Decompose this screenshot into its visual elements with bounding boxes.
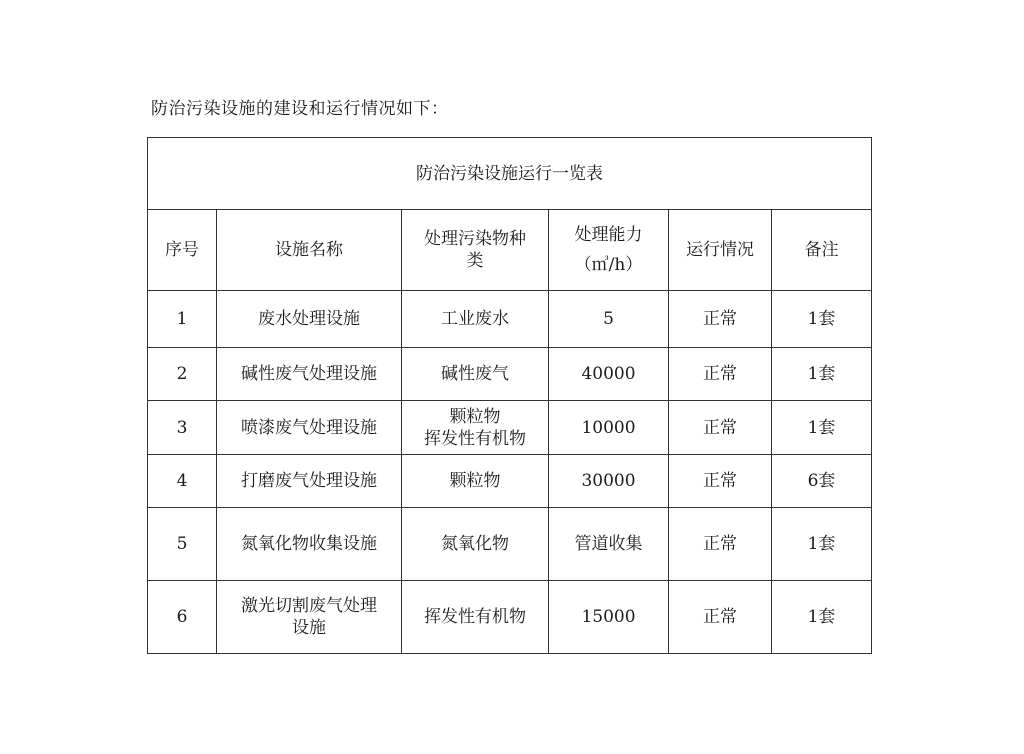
- row-remark: 6套: [772, 455, 872, 508]
- row-name: 废水处理设施: [217, 291, 402, 348]
- row-pollutant-line2: 挥发性有机物: [424, 428, 526, 449]
- row-pollutant: [402, 401, 549, 455]
- row-pollutant: 碱性废气: [402, 348, 549, 401]
- table-row: [148, 508, 872, 581]
- row-capacity: 40000: [549, 348, 669, 401]
- row-capacity: 15000: [549, 581, 669, 654]
- row-name: 打磨废气处理设施: [217, 455, 402, 508]
- row-pollutant: 颗粒物: [402, 455, 549, 508]
- header-capacity-line1: 处理能力: [574, 225, 643, 245]
- row-name-line2: 设施: [292, 618, 326, 638]
- row-status: 正常: [669, 401, 772, 455]
- table-row: [148, 455, 872, 508]
- header-capacity: [549, 210, 669, 291]
- row-pollutant-line1: 颗粒物: [449, 406, 501, 427]
- row-index: 5: [148, 508, 217, 581]
- row-status: 正常: [669, 581, 772, 654]
- row-status: 正常: [669, 348, 772, 401]
- row-index: 2: [148, 348, 217, 401]
- header-capacity-line2: （㎥/h）: [574, 255, 643, 275]
- row-remark: 1套: [772, 401, 872, 455]
- row-index: 3: [148, 401, 217, 455]
- intro-text: 防治污染设施的建设和运行情况如下：: [151, 99, 449, 119]
- row-index: 4: [148, 455, 217, 508]
- row-capacity: 30000: [549, 455, 669, 508]
- table-header-row: [148, 210, 872, 291]
- header-pollutant-line1: 处理污染物种: [424, 229, 526, 249]
- header-status: 运行情况: [669, 210, 772, 291]
- row-index: 1: [148, 291, 217, 348]
- table-row: [148, 401, 872, 455]
- row-pollutant: 氮氧化物: [402, 508, 549, 581]
- table-title: 防治污染设施运行一览表: [148, 138, 872, 210]
- row-capacity: 5: [549, 291, 669, 348]
- header-pollutant: [402, 210, 549, 291]
- pollution-facility-table: [147, 137, 872, 654]
- header-pollutant-line2: 类: [466, 251, 484, 271]
- row-capacity: 管道收集: [549, 508, 669, 581]
- table-row: [148, 581, 872, 654]
- row-capacity: 10000: [549, 401, 669, 455]
- row-name: [217, 581, 402, 654]
- table-row: [148, 348, 872, 401]
- header-index: 序号: [148, 210, 217, 291]
- row-remark: 1套: [772, 291, 872, 348]
- row-index: 6: [148, 581, 217, 654]
- row-pollutant: 挥发性有机物: [402, 581, 549, 654]
- header-name: 设施名称: [217, 210, 402, 291]
- row-pollutant: 工业废水: [402, 291, 549, 348]
- row-name: 喷漆废气处理设施: [217, 401, 402, 455]
- row-name-line1: 激光切割废气处理: [241, 596, 377, 616]
- header-remark: 备注: [772, 210, 872, 291]
- table-title-row: [148, 138, 872, 210]
- row-remark: 1套: [772, 348, 872, 401]
- row-status: 正常: [669, 508, 772, 581]
- row-remark: 1套: [772, 581, 872, 654]
- table-row: [148, 291, 872, 348]
- row-status: 正常: [669, 455, 772, 508]
- row-name: 氮氧化物收集设施: [217, 508, 402, 581]
- row-name: 碱性废气处理设施: [217, 348, 402, 401]
- row-remark: 1套: [772, 508, 872, 581]
- row-status: 正常: [669, 291, 772, 348]
